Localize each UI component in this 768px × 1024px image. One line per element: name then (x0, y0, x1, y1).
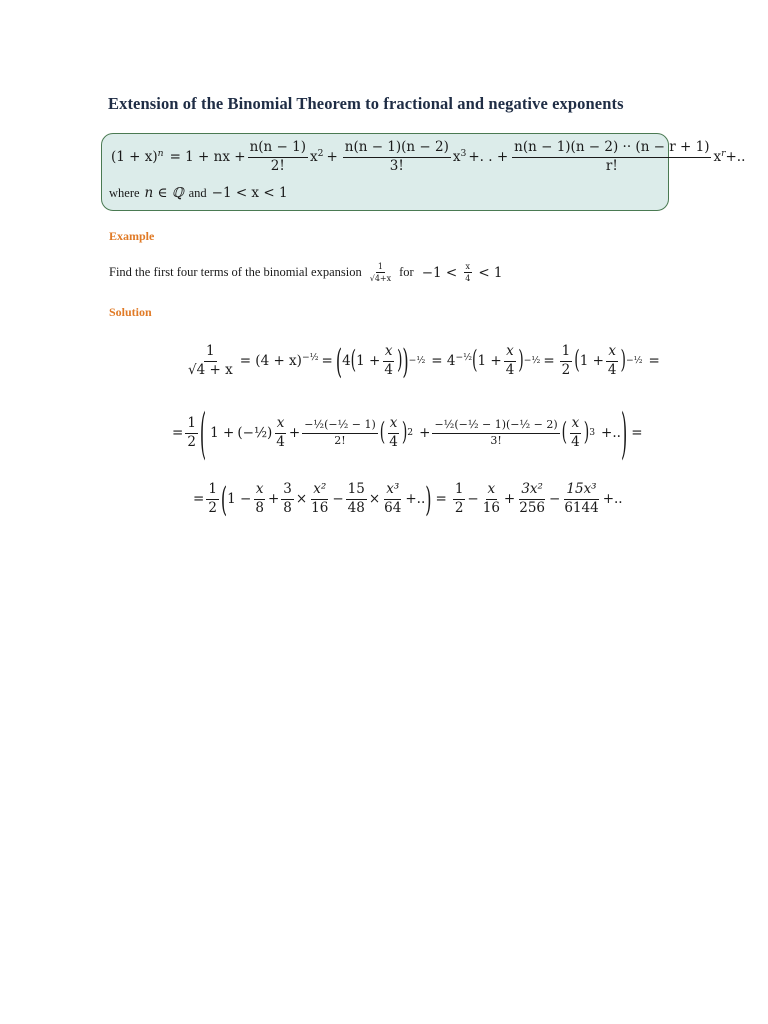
example-range-right: < 1 (478, 264, 503, 281)
condition-and: and (188, 186, 207, 200)
formula-x2: $x^2$ (309, 147, 324, 166)
line3-3-over-8: $\frac{3}{8}$ (283, 481, 292, 516)
line3-15-over-48: $\frac{15}{48}$ (347, 481, 365, 516)
line3-ellipsis: +.. (405, 491, 426, 508)
example-question (109, 262, 503, 283)
line2-x-over-4-c: $\frac{x}{4}$ (571, 415, 580, 450)
solution-line-1: $\frac{1}{√4 + x}$ = $(4 + x)^{-\frac{1}{2}}$ = ( 4 ( 1 + $\frac{x}{4}$ ) ) −½ = $4^{-\frac{1}{2}}$ ( 1 + $\frac{x}{4}$ ) −½ = $\frac{1}{2}$ ( 1 + $\frac{x}{4}$ ) −½ = (188, 341, 660, 381)
line1-power: = $(4 + x)^{-\frac{1}{2}}$ (239, 351, 319, 370)
page-title: Extension of the Binomial Theorem to fractional and negative exponents (108, 94, 624, 113)
line3-result-4: $\frac{\text{15x³}}{6144}$ (564, 481, 599, 516)
line2-plus-2: + (419, 425, 431, 442)
formula-x3: $x^3$ (452, 147, 467, 166)
line2-one-plus: 1 + (210, 425, 235, 442)
line2-plus-1: + (288, 425, 301, 442)
line1-x-over-4-b: $\frac{x}{4}$ (505, 343, 515, 378)
line3-plus-2: + (503, 491, 516, 508)
line2-frac-2: $\frac{\text{−½(−½ − 1)}}{2!}$ (304, 417, 376, 447)
line3-minus-1: − (332, 491, 344, 508)
example-range-frac: $\frac{x}{4}$ (465, 262, 471, 284)
line2-eq: = (172, 425, 184, 442)
condition-set: n ∈ ℚ (144, 185, 184, 201)
formula-frac-2: $\frac{n(n - 1)(n - 2)}{3!}$ (344, 139, 449, 174)
line1-x-over-4-c: $\frac{x}{4}$ (607, 343, 617, 378)
line3-eq-2: = (435, 491, 447, 508)
line2-x-over-4-b: $\frac{x}{4}$ (389, 415, 398, 450)
line3-result-1: $\frac{1}{2}$ (454, 481, 464, 516)
example-heading: Example (109, 229, 155, 243)
line3-eq: = (193, 491, 205, 508)
line2-frac-3: $\frac{\text{−½(−½ − 1)(−½ − 2)}}{3!}$ (434, 417, 558, 447)
condition-range: −1 < x < 1 (211, 185, 288, 201)
line1-half: $\frac{1}{2}$ (561, 343, 571, 378)
line3-minus-2: − (467, 491, 479, 508)
line3-plus: + (267, 491, 280, 508)
formula-start: = 1 + nx + (169, 149, 246, 166)
example-range-left: −1 < (421, 264, 458, 281)
example-prompt: Find the first four terms of the binomial expansion (109, 265, 362, 280)
formula-condition (109, 185, 288, 201)
formula-ellipsis: +. . + (468, 149, 509, 166)
line3-x2-over-16: $\frac{\text{x²}}{16}$ (311, 481, 329, 516)
line1-one-plus-2: 1 + (477, 353, 502, 370)
example-expression: $\frac{1}{√4+x}$ (369, 262, 392, 284)
line3-times-2: × (368, 491, 381, 508)
line3-x-over-8: $\frac{x}{8}$ (255, 481, 264, 516)
line2-ellipsis: +.. (601, 425, 621, 442)
formula-frac-1: $\frac{n(n - 1)}{2!}$ (249, 139, 306, 174)
solution-line-2: = $\frac{1}{2}$ ( 1 + (−½) $\frac{x}{4}$ + $\frac{\text{−½(−½ − 1)}}{2!}$ ( $\frac{x}{4}$ ) 2 + $\frac{\text{−½(−½ − 1)(−½ − 2)}}{3!}$ ( $\frac{x}{4}$ ) 3 +.. ) = (172, 400, 643, 466)
line2-neg-half: (−½) (237, 425, 273, 442)
line1-fraction: $\frac{1}{√4 + x}$ (188, 343, 233, 378)
line3-result-2: $\frac{x}{16}$ (482, 481, 500, 516)
line3-result-3: $\frac{\text{3x²}}{256}$ (519, 481, 546, 516)
line3-minus-3: − (549, 491, 561, 508)
formula-lhs: $(1 + x)^n$ (111, 147, 164, 166)
example-for: for (399, 265, 414, 280)
line3-x3-over-64: $\frac{\text{x³}}{64}$ (384, 481, 402, 516)
line2-eq-end: = (631, 425, 643, 442)
formula-xr: $x^r$ (713, 147, 726, 166)
line1-one-plus: 1 + (356, 353, 381, 370)
line1-eq-2: = (543, 353, 555, 370)
theorem-box (101, 133, 746, 211)
solution-line-3: = $\frac{1}{2}$ ( 1 − $\frac{x}{8}$ + $\frac{3}{8}$ × $\frac{\text{x²}}{16}$ − $\frac{15}{48}$ × $\frac{\text{x³}}{64}$ +.. ) = $\frac{1}{2}$ − $\frac{x}{16}$ + $\frac{\text{3x²}}{256}$ − $\frac{\text{15x³}}{6144}$ +.. (193, 479, 623, 519)
line1-four: 4 (342, 353, 351, 370)
line1-four-power: = $4^{-\frac{1}{2}}$ (431, 351, 473, 370)
line3-one-minus: 1 − (227, 491, 252, 508)
line1-eq-3: = (648, 353, 660, 370)
line3-half: $\frac{1}{2}$ (208, 481, 217, 516)
condition-where: where (109, 186, 140, 200)
line2-half: $\frac{1}{2}$ (187, 415, 196, 450)
line3-end: +.. (602, 491, 623, 508)
formula-end: +.. (725, 149, 746, 166)
line1-eq-1: = (321, 353, 333, 370)
line1-one-plus-3: 1 + (579, 353, 604, 370)
solution-heading: Solution (109, 305, 152, 319)
line1-x-over-4: $\frac{x}{4}$ (384, 343, 393, 378)
formula-plus: + (326, 149, 338, 166)
formula-frac-3: $\frac{n(n - 1)(n - 2) \cdot\cdot (n - r + 1)}{r!}$ (514, 139, 710, 174)
binomial-formula (111, 140, 745, 174)
line2-x-over-4: $\frac{x}{4}$ (276, 415, 285, 450)
line3-times-1: × (295, 491, 308, 508)
